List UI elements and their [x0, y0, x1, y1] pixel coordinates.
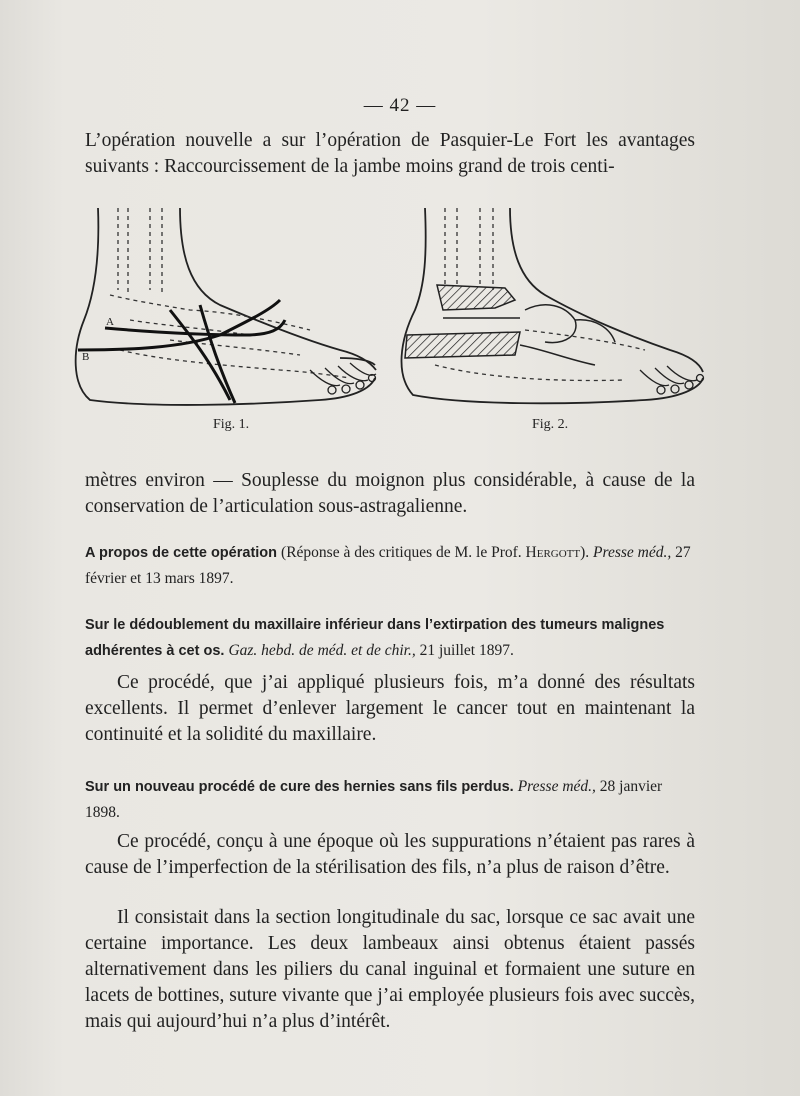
- fig1-label-a: A: [106, 316, 114, 328]
- reference-3-paragraph-2: Il consistait dans la section longitudinale du sac, lorsque ce sac avait une certaine importance. Les deux lambeaux ainsi obtenus étaient passés alternativement dans les piliers du canal inguinal et formaient une suture en lacets de bottines, suture vivante que j’ai employée plusieurs fois avec succès, mais qui aujourd’hui n’a plus d’intérêt.: [85, 907, 695, 1032]
- reference-1-title: A propos de cette opération: [85, 545, 278, 561]
- reference-2-detail: Gaz. hebd. de méd. et de chir., 21 juillet 1897.: [228, 642, 514, 659]
- page-number: — 42 —: [363, 95, 437, 116]
- intro-paragraph: L’opération nouvelle a sur l’opération de Pasquier-Le Fort les avantages suivants : Raccourcissement de la jambe moins grand de trois centi-: [85, 130, 695, 177]
- figure-2-caption: Fig. 2.: [532, 417, 569, 432]
- reference-2-title: Sur le dédoublement du maxillaire inférieur dans l’extirpation des tumeurs malignes adhérentes à cet os.: [85, 617, 665, 659]
- reference-3-paragraph-1: Ce procédé, conçu à une époque où les suppurations n’étaient pas rares à cause de l’imperfection de la stérilisation des fils, n’a plus de raison d’être.: [85, 831, 695, 878]
- reference-2-paragraph: Ce procédé, que j’ai appliqué plusieurs fois, m’a donné des résultats excellents. Il permet d’enlever largement le cancer tout en maintenant la continuité et la solidité du maxillaire.: [85, 672, 695, 745]
- figure-1-caption: Fig. 1.: [213, 417, 250, 432]
- fig1-label-b: B: [82, 351, 90, 363]
- reference-3-detail: Presse méd., 28 janvier 1898.: [85, 778, 663, 821]
- reference-2: [85, 612, 695, 664]
- figure-2-foot-illustration: [395, 200, 715, 410]
- reference-3: [85, 774, 695, 826]
- reference-3-title: Sur un nouveau procédé de cure des hernies sans fils perdus.: [85, 779, 514, 795]
- reference-1-detail: (Réponse à des critiques de M. le Prof. Hergott). Presse méd., 27 février et 13 mars 1897.: [85, 544, 691, 587]
- reference-1: [85, 540, 695, 592]
- figure-1-foot-illustration: [70, 200, 390, 410]
- continuation-paragraph: mètres environ — Souplesse du moignon plus considérable, à cause de la conservation de l’articulation sous-astragalienne.: [85, 470, 695, 517]
